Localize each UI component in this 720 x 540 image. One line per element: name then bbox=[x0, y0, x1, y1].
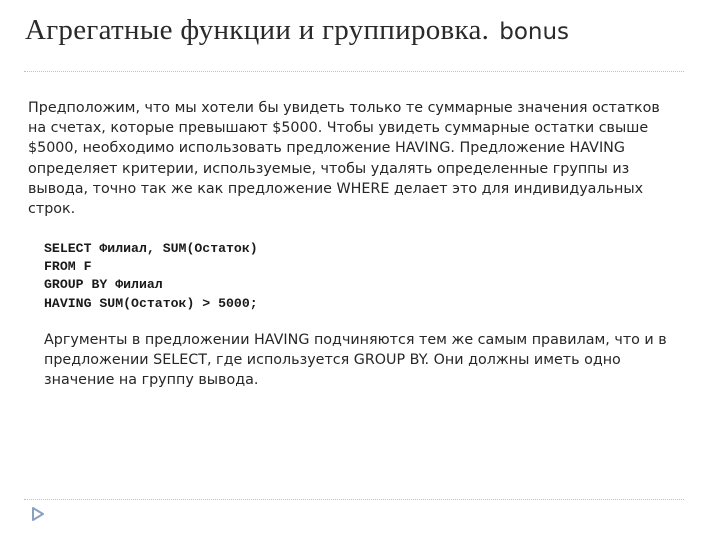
slide-title bbox=[25, 14, 569, 47]
title-divider bbox=[24, 71, 684, 72]
code-line: HAVING SUM(Остаток) > 5000; bbox=[44, 295, 258, 311]
title-text: Агрегатные функции и группировка. bbox=[25, 14, 490, 46]
sql-code-block bbox=[44, 240, 258, 313]
code-line: SELECT Филиал, SUM(Остаток) bbox=[44, 241, 258, 256]
code-line: GROUP BY Филиал bbox=[44, 277, 163, 293]
intro-paragraph: Предположим, что мы хотели бы увидеть только те суммарные значения остатков на счетах, которые превышают $5000. Чтобы увидеть суммарные остатки свыше $5000, необходимо использовать предложение HAVING. Предложение HAVING определяет критерии, используемые, чтобы удалять определенные группы из вывода, точно так же как предложение WHERE делает это для индивидуальных строк. bbox=[28, 100, 660, 218]
title-tag: bonus bbox=[499, 19, 570, 45]
triangle-bullet-icon bbox=[32, 507, 44, 521]
code-line: FROM F bbox=[44, 259, 92, 275]
having-rules-paragraph: Аргументы в предложении HAVING подчиняются тем же самым правилам, что и в предложении SELECT, где используется GROUP BY. Они должны иметь одно значение на группу вывода. bbox=[44, 332, 667, 389]
footer-divider bbox=[24, 499, 684, 500]
